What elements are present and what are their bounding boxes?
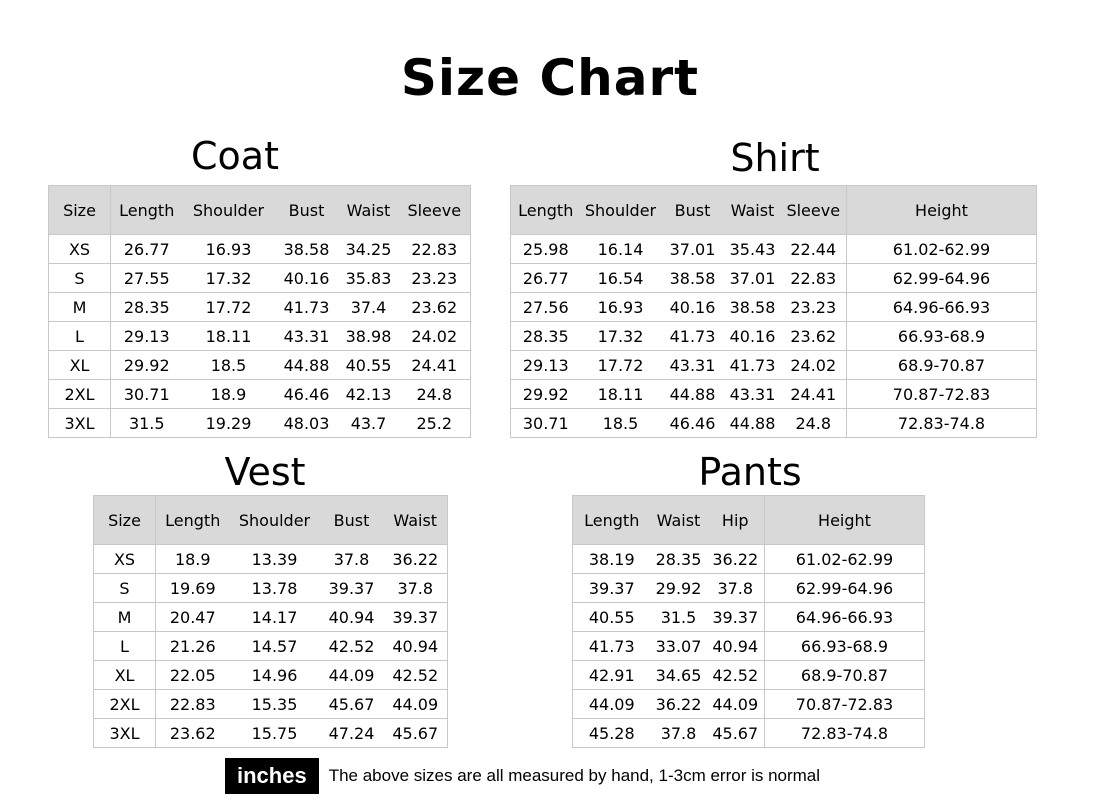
table-cell: 62.99-64.96 [847,264,1037,293]
table-cell: L [49,322,111,351]
table-cell: 25.2 [399,409,471,438]
column-header: Shoulder [183,186,275,235]
table-cell: 23.62 [781,322,847,351]
table-cell: 37.01 [661,235,725,264]
table-row [511,293,1037,322]
table-cell: 40.94 [384,632,448,661]
table-cell: 23.23 [781,293,847,322]
column-header: Length [573,496,651,545]
table-cell: 34.25 [339,235,399,264]
column-header: Waist [651,496,707,545]
column-header: Size [49,186,111,235]
table-cell: 14.57 [230,632,320,661]
table-cell: 14.96 [230,661,320,690]
table-cell: 18.11 [183,322,275,351]
table-cell: 38.98 [339,322,399,351]
table-cell: 43.31 [275,322,339,351]
header-row [511,186,1037,235]
table-cell: 20.47 [156,603,230,632]
table-cell: 18.5 [183,351,275,380]
table-cell: 16.93 [183,235,275,264]
table-row [94,661,448,690]
shirt-title: Shirt [730,136,820,180]
column-header: Bust [275,186,339,235]
table-row [511,264,1037,293]
table-cell: 24.02 [399,322,471,351]
table-cell: 22.44 [781,235,847,264]
table-cell: 64.96-66.93 [765,603,925,632]
table-cell: 39.37 [320,574,384,603]
table-row [94,603,448,632]
table-cell: 29.92 [651,574,707,603]
table-cell: 37.8 [384,574,448,603]
table-cell: 37.01 [725,264,781,293]
table-cell: 18.9 [183,380,275,409]
table-cell: 36.22 [707,545,765,574]
table-cell: 66.93-68.9 [765,632,925,661]
table-cell: 34.65 [651,661,707,690]
table-cell: 17.32 [183,264,275,293]
column-header: Shoulder [230,496,320,545]
table-cell: 37.8 [707,574,765,603]
column-header: Height [765,496,925,545]
table-cell: XS [49,235,111,264]
table-cell: 24.41 [399,351,471,380]
table-row [94,632,448,661]
table-cell: 45.28 [573,719,651,748]
table-cell: S [49,264,111,293]
table-cell: 42.52 [320,632,384,661]
column-header: Height [847,186,1037,235]
table-cell: 24.8 [781,409,847,438]
table-cell: 64.96-66.93 [847,293,1037,322]
table-cell: 40.16 [725,322,781,351]
table-cell: 44.09 [320,661,384,690]
table-cell: 36.22 [651,690,707,719]
table-row [49,351,471,380]
table-cell: 27.56 [511,293,581,322]
table-row [573,603,925,632]
table-cell: 39.37 [384,603,448,632]
table-cell: 15.35 [230,690,320,719]
table-cell: 40.94 [707,632,765,661]
table-cell: 43.7 [339,409,399,438]
table-cell: XS [94,545,156,574]
table-row [49,409,471,438]
table-cell: 46.46 [275,380,339,409]
table-cell: 28.35 [111,293,183,322]
table-cell: 42.91 [573,661,651,690]
table-cell: 42.13 [339,380,399,409]
table-cell: 23.62 [399,293,471,322]
column-header: Length [511,186,581,235]
table-cell: 28.35 [651,545,707,574]
vest-title: Vest [224,450,306,494]
table-cell: 23.62 [156,719,230,748]
footer [225,758,820,794]
table-cell: 24.02 [781,351,847,380]
table-cell: 44.09 [573,690,651,719]
table-cell: 29.13 [111,322,183,351]
unit-badge: inches [225,758,319,794]
column-header: Waist [384,496,448,545]
table-cell: 22.83 [781,264,847,293]
table-cell: 40.55 [573,603,651,632]
table-cell: M [49,293,111,322]
table-cell: 16.54 [581,264,661,293]
table-cell: XL [94,661,156,690]
table-cell: 44.09 [707,690,765,719]
table-row [573,632,925,661]
table-cell: 45.67 [384,719,448,748]
table-row [573,661,925,690]
table-cell: 30.71 [511,409,581,438]
table-cell: 38.58 [275,235,339,264]
coat-table [48,185,471,438]
table-cell: 35.43 [725,235,781,264]
table-cell: 19.29 [183,409,275,438]
table-cell: S [94,574,156,603]
table-cell: 29.92 [111,351,183,380]
table-cell: 3XL [94,719,156,748]
table-cell: 41.73 [661,322,725,351]
table-cell: 72.83-74.8 [765,719,925,748]
table-row [49,380,471,409]
table-cell: 13.39 [230,545,320,574]
table-cell: 42.52 [384,661,448,690]
table-cell: 19.69 [156,574,230,603]
table-cell: 17.72 [581,351,661,380]
table-cell: 29.13 [511,351,581,380]
table-cell: 31.5 [651,603,707,632]
table-cell: 44.88 [275,351,339,380]
table-cell: 16.14 [581,235,661,264]
table-cell: 41.73 [725,351,781,380]
column-header: Sleeve [399,186,471,235]
table-cell: 26.77 [111,235,183,264]
column-header: Shoulder [581,186,661,235]
table-cell: 30.71 [111,380,183,409]
table-row [49,322,471,351]
coat-title: Coat [191,134,279,178]
table-cell: 47.24 [320,719,384,748]
table-cell: 24.41 [781,380,847,409]
table-row [511,409,1037,438]
table-cell: 15.75 [230,719,320,748]
table-cell: 14.17 [230,603,320,632]
table-cell: 27.55 [111,264,183,293]
table-cell: 61.02-62.99 [765,545,925,574]
table-cell: 21.26 [156,632,230,661]
table-cell: 40.16 [661,293,725,322]
table-cell: 38.58 [725,293,781,322]
table-cell: 37.8 [651,719,707,748]
table-row [94,690,448,719]
table-cell: 70.87-72.83 [847,380,1037,409]
table-cell: 40.55 [339,351,399,380]
table-cell: 18.9 [156,545,230,574]
table-row [49,293,471,322]
table-cell: 36.22 [384,545,448,574]
table-cell: 72.83-74.8 [847,409,1037,438]
table-cell: 35.83 [339,264,399,293]
table-row [49,235,471,264]
table-cell: 38.19 [573,545,651,574]
table-cell: 42.52 [707,661,765,690]
table-row [94,719,448,748]
table-cell: 43.31 [661,351,725,380]
table-cell: 29.92 [511,380,581,409]
table-row [511,380,1037,409]
table-cell: 3XL [49,409,111,438]
column-header: Waist [339,186,399,235]
shirt-table [510,185,1037,438]
table-cell: XL [49,351,111,380]
table-cell: 22.83 [399,235,471,264]
column-header: Bust [320,496,384,545]
table-cell: 68.9-70.87 [847,351,1037,380]
table-cell: 44.09 [384,690,448,719]
table-cell: 2XL [94,690,156,719]
table-cell: 25.98 [511,235,581,264]
table-row [573,574,925,603]
measurement-note: The above sizes are all measured by hand, 1-3cm error is normal [328,766,821,785]
table-row [511,322,1037,351]
table-cell: 13.78 [230,574,320,603]
pants-title: Pants [698,450,802,494]
table-cell: 38.58 [661,264,725,293]
table-cell: 43.31 [725,380,781,409]
table-cell: 28.35 [511,322,581,351]
vest-table [93,495,448,748]
table-cell: L [94,632,156,661]
table-cell: 18.5 [581,409,661,438]
table-cell: 39.37 [707,603,765,632]
table-cell: 66.93-68.9 [847,322,1037,351]
column-header: Length [111,186,183,235]
header-row [49,186,471,235]
table-cell: 41.73 [275,293,339,322]
table-cell: 31.5 [111,409,183,438]
table-cell: 62.99-64.96 [765,574,925,603]
table-row [49,264,471,293]
column-header: Length [156,496,230,545]
table-row [511,235,1037,264]
table-cell: 45.67 [320,690,384,719]
column-header: Sleeve [781,186,847,235]
column-header: Size [94,496,156,545]
table-cell: 68.9-70.87 [765,661,925,690]
table-row [573,690,925,719]
table-cell: M [94,603,156,632]
table-cell: 48.03 [275,409,339,438]
table-cell: 70.87-72.83 [765,690,925,719]
page-title: Size Chart [400,49,700,107]
column-header: Bust [661,186,725,235]
header-row [573,496,925,545]
table-cell: 40.16 [275,264,339,293]
table-cell: 33.07 [651,632,707,661]
table-cell: 17.32 [581,322,661,351]
table-cell: 23.23 [399,264,471,293]
table-cell: 39.37 [573,574,651,603]
table-row [94,545,448,574]
column-header: Hip [707,496,765,545]
table-cell: 45.67 [707,719,765,748]
table-cell: 2XL [49,380,111,409]
table-cell: 40.94 [320,603,384,632]
table-row [511,351,1037,380]
table-cell: 22.83 [156,690,230,719]
table-cell: 44.88 [661,380,725,409]
table-cell: 18.11 [581,380,661,409]
table-cell: 41.73 [573,632,651,661]
table-cell: 61.02-62.99 [847,235,1037,264]
table-row [573,545,925,574]
table-cell: 16.93 [581,293,661,322]
table-cell: 44.88 [725,409,781,438]
table-cell: 26.77 [511,264,581,293]
header-row [94,496,448,545]
table-row [573,719,925,748]
table-cell: 24.8 [399,380,471,409]
table-cell: 22.05 [156,661,230,690]
table-cell: 17.72 [183,293,275,322]
pants-table [572,495,925,748]
table-cell: 46.46 [661,409,725,438]
column-header: Waist [725,186,781,235]
table-row [94,574,448,603]
table-cell: 37.8 [320,545,384,574]
table-cell: 37.4 [339,293,399,322]
